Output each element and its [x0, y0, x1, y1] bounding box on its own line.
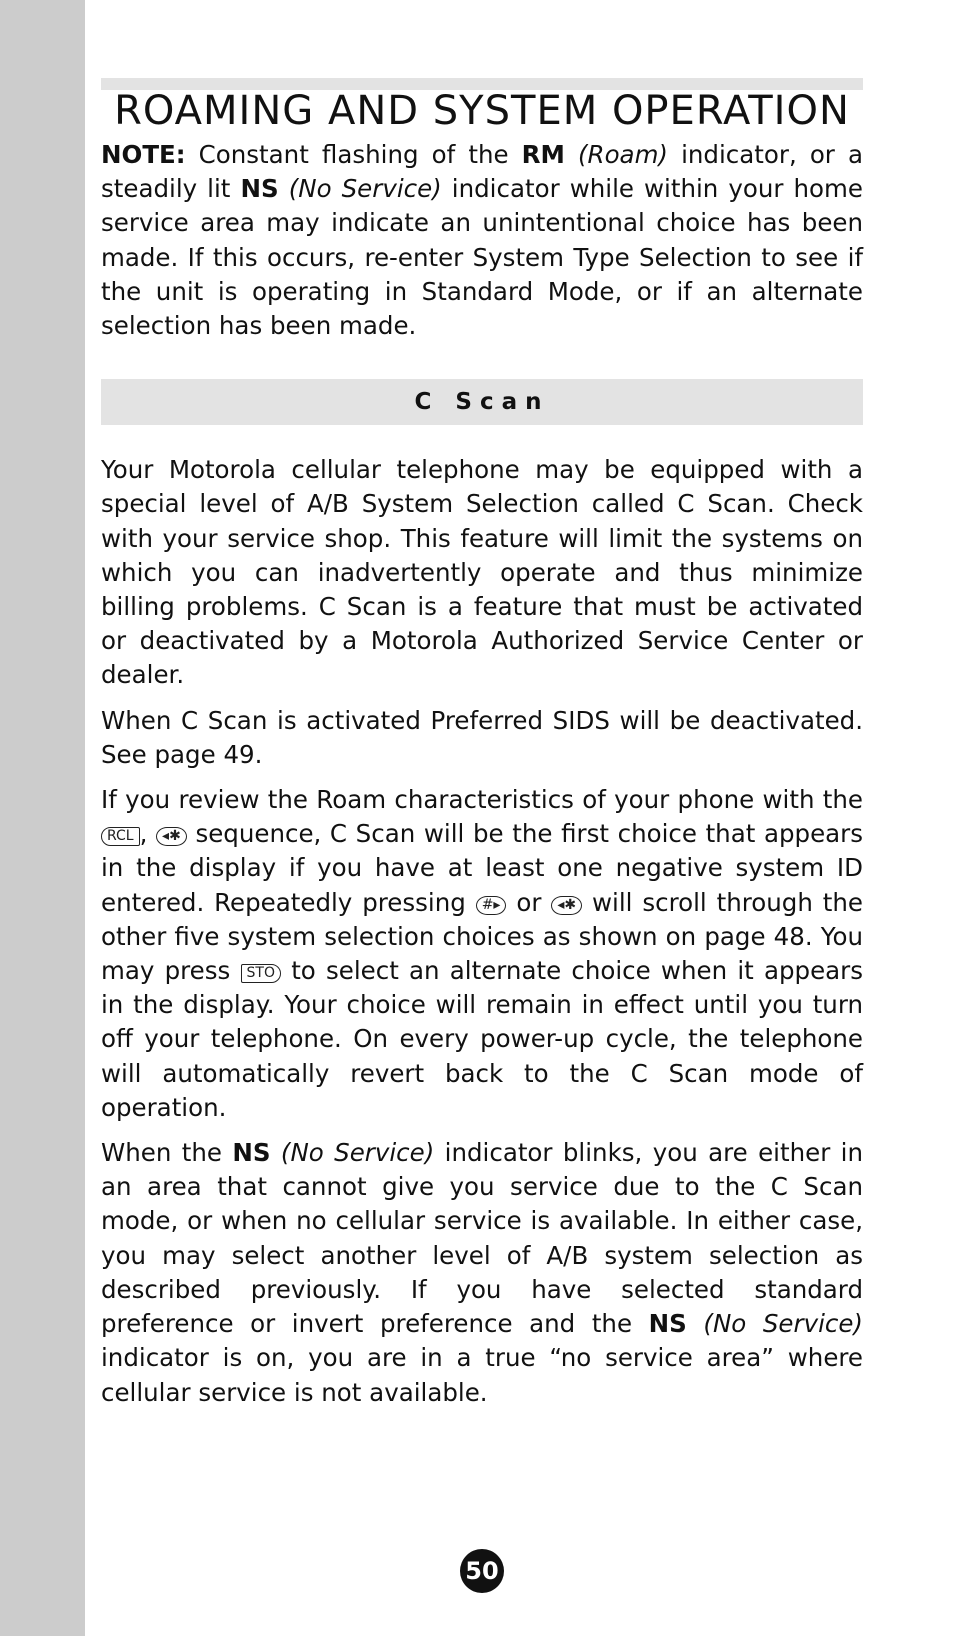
paragraph-text: If you review the Roam characteristics of your phone with the [101, 785, 863, 815]
page-number-badge: 50 [460, 1549, 504, 1593]
ns-description: (No Service) [703, 1309, 863, 1339]
note-text: indicator while within your home service area may indicate an unintentional choice has been made. If this occurs, re-enter System Type Selection to see if the unit is operating in Standard Mode, or if an alternate selection has been made. [101, 174, 863, 341]
paragraph-text: or [506, 887, 552, 917]
paragraph-text: to select an alternate choice when it appears in the display. Your choice will remain in effect until you turn off your telephone. On every power-up cycle, the telephone will automatically revert back to the C Scan mode of operation. [101, 956, 863, 1122]
page-title: ROAMING AND SYSTEM OPERATION [114, 87, 850, 134]
paragraph-text: sequence, C Scan will be the first choice that appears in the display if you have at least one negative system ID entered. Repeatedly pressing [101, 819, 864, 917]
page-content [101, 138, 863, 1421]
ns-description: (No Service) [280, 1138, 435, 1168]
star-key-icon: ◂✱ [156, 827, 187, 846]
note-text: indicator, or a steadily lit [101, 140, 863, 204]
ns-description: (No Service) [288, 174, 442, 204]
side-margin-bar [0, 0, 85, 1636]
ns-indicator: NS [232, 1138, 271, 1168]
section-heading: C Scan [101, 379, 863, 425]
paragraph-text: indicator blinks, you are either in an area that cannot give you service due to the C Scan mode, or when no cellular service is available. In either case, you may select another level of A/B system selection as described previously. If you have selected standard preference or invert preference and the [101, 1138, 863, 1339]
paragraph-preferred-sids: When C Scan is activated Preferred SIDS will be deactivated. See page 49. [101, 705, 863, 769]
note-paragraph [101, 138, 863, 343]
star-key-icon: ◂✱ [551, 896, 582, 915]
rcl-key-icon: RCL [101, 827, 140, 846]
paragraph-text: , [139, 819, 157, 849]
paragraph-text: will scroll through the other five system selection choices as shown on page 48. You may press [101, 887, 863, 986]
paragraph-roam-review [101, 783, 863, 1125]
pound-key-icon: #▸ [476, 896, 507, 915]
paragraph-text: When the [101, 1138, 233, 1168]
ns-indicator: NS [240, 174, 279, 204]
note-label: NOTE: [101, 140, 186, 169]
paragraph-intro: Your Motorola cellular telephone may be equipped with a special level of A/B System Selection called C Scan. Check with your service shop. This feature will limit the systems on which you can inadvertently operate and thus minimize billing problems. C Scan is a feature that must be activated or deactivated by a Motorola Authorized Service Center or dealer. [101, 455, 863, 690]
note-text: Constant flashing of the [185, 140, 522, 169]
rm-indicator: RM [521, 140, 565, 169]
paragraph-ns-blink [101, 1136, 863, 1410]
paragraph-text: indicator is on, you are in a true “no service area” where cellular service is not available. [101, 1343, 863, 1407]
rm-description: (Roam) [577, 140, 668, 169]
sto-key-icon: STO [241, 964, 281, 983]
ns-indicator: NS [648, 1309, 687, 1339]
